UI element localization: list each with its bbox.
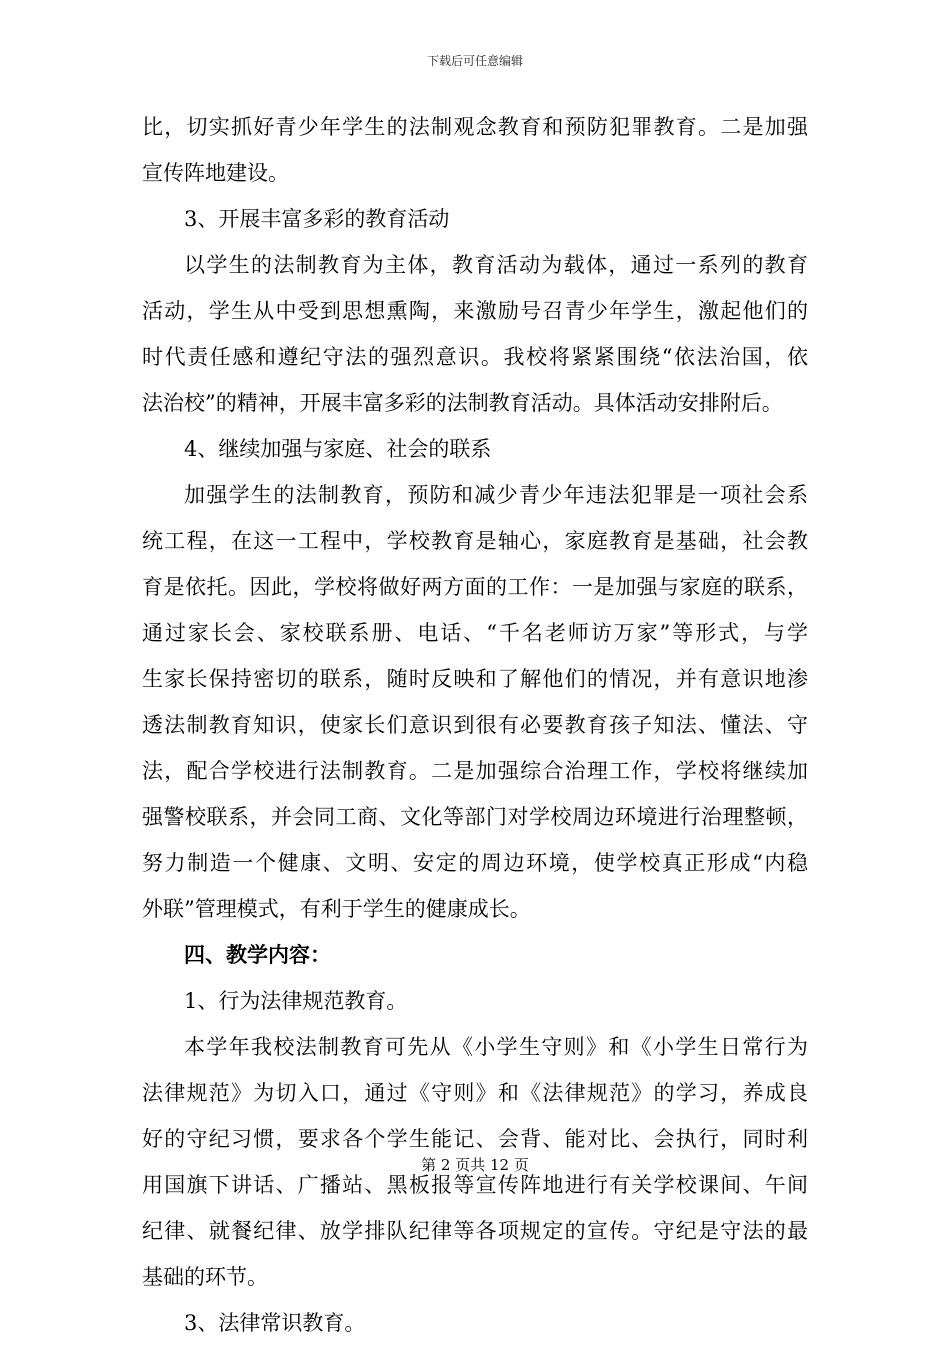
text-line: 3、开展丰富多彩的教育活动	[184, 207, 450, 231]
text-line: 1、行为法律规范教育。	[184, 989, 408, 1013]
text-line: 加强学生的法制教育，预防和减少青少年违法犯罪是一项社会系	[184, 483, 808, 507]
text-line: 基础的环节。	[142, 1265, 268, 1289]
text-line: 比，切实抓好青少年学生的法制观念教育和预防犯罪教育。二是加强	[142, 115, 808, 139]
text-line: 好的守纪习惯，要求各个学生能记、会背、能对比、会执行，同时利	[142, 1127, 808, 1151]
text-line: 通过家长会、家校联系册、电话、“千名老师访万家”等形式，与学	[142, 621, 808, 645]
section-heading: 四、教学内容：	[184, 942, 331, 967]
text-line: 育是依托。因此，学校将做好两方面的工作：一是加强与家庭的联系，	[142, 575, 808, 599]
text-line: 法治校”的精神，开展丰富多彩的法制教育活动。具体活动安排附后。	[142, 391, 783, 415]
text-line: 3、法律常识教育。	[184, 1311, 366, 1335]
text-line: 法律规范》为切入口，通过《守则》和《法律规范》的学习，养成良	[142, 1081, 808, 1105]
text-line: 本学年我校法制教育可先从《小学生守则》和《小学生日常行为	[184, 1035, 808, 1059]
text-line: 生家长保持密切的联系，随时反映和了解他们的情况，并有意识地渗	[142, 667, 808, 691]
text-line: 活动，学生从中受到思想熏陶，来激励号召青少年学生，激起他们的	[142, 299, 808, 323]
text-line: 努力制造一个健康、文明、安定的周边环境，使学校真正形成“内稳	[142, 851, 808, 875]
page-footer: 第 2 页共 12 页	[421, 1156, 529, 1174]
text-line: 用国旗下讲话、广播站、黑板报等宣传阵地进行有关学校课间、午间	[142, 1173, 808, 1197]
text-line: 统工程，在这一工程中，学校教育是轴心，家庭教育是基础，社会教	[142, 529, 808, 553]
text-line: 法，配合学校进行法制教育。二是加强综合治理工作，学校将继续加	[142, 759, 808, 783]
text-line: 4、继续加强与家庭、社会的联系	[184, 437, 492, 461]
page-header: 下载后可任意编辑	[426, 54, 523, 68]
text-line: 外联”管理模式，有利于学生的健康成长。	[142, 897, 531, 921]
text-line: 纪律、就餐纪律、放学排队纪律等各项规定的宣传。守纪是守法的最	[142, 1219, 808, 1243]
text-line: 时代责任感和遵纪守法的强烈意识。我校将紧紧围绕“依法治国，依	[142, 345, 808, 369]
text-line: 透法制教育知识，使家长们意识到很有必要教育孩子知法、懂法、守	[142, 713, 808, 737]
text-line: 强警校联系，并会同工商、文化等部门对学校周边环境进行治理整顿，	[142, 805, 808, 829]
text-line: 以学生的法制教育为主体，教育活动为载体，通过一系列的教育	[184, 253, 808, 277]
text-line: 宣传阵地建设。	[142, 161, 289, 185]
